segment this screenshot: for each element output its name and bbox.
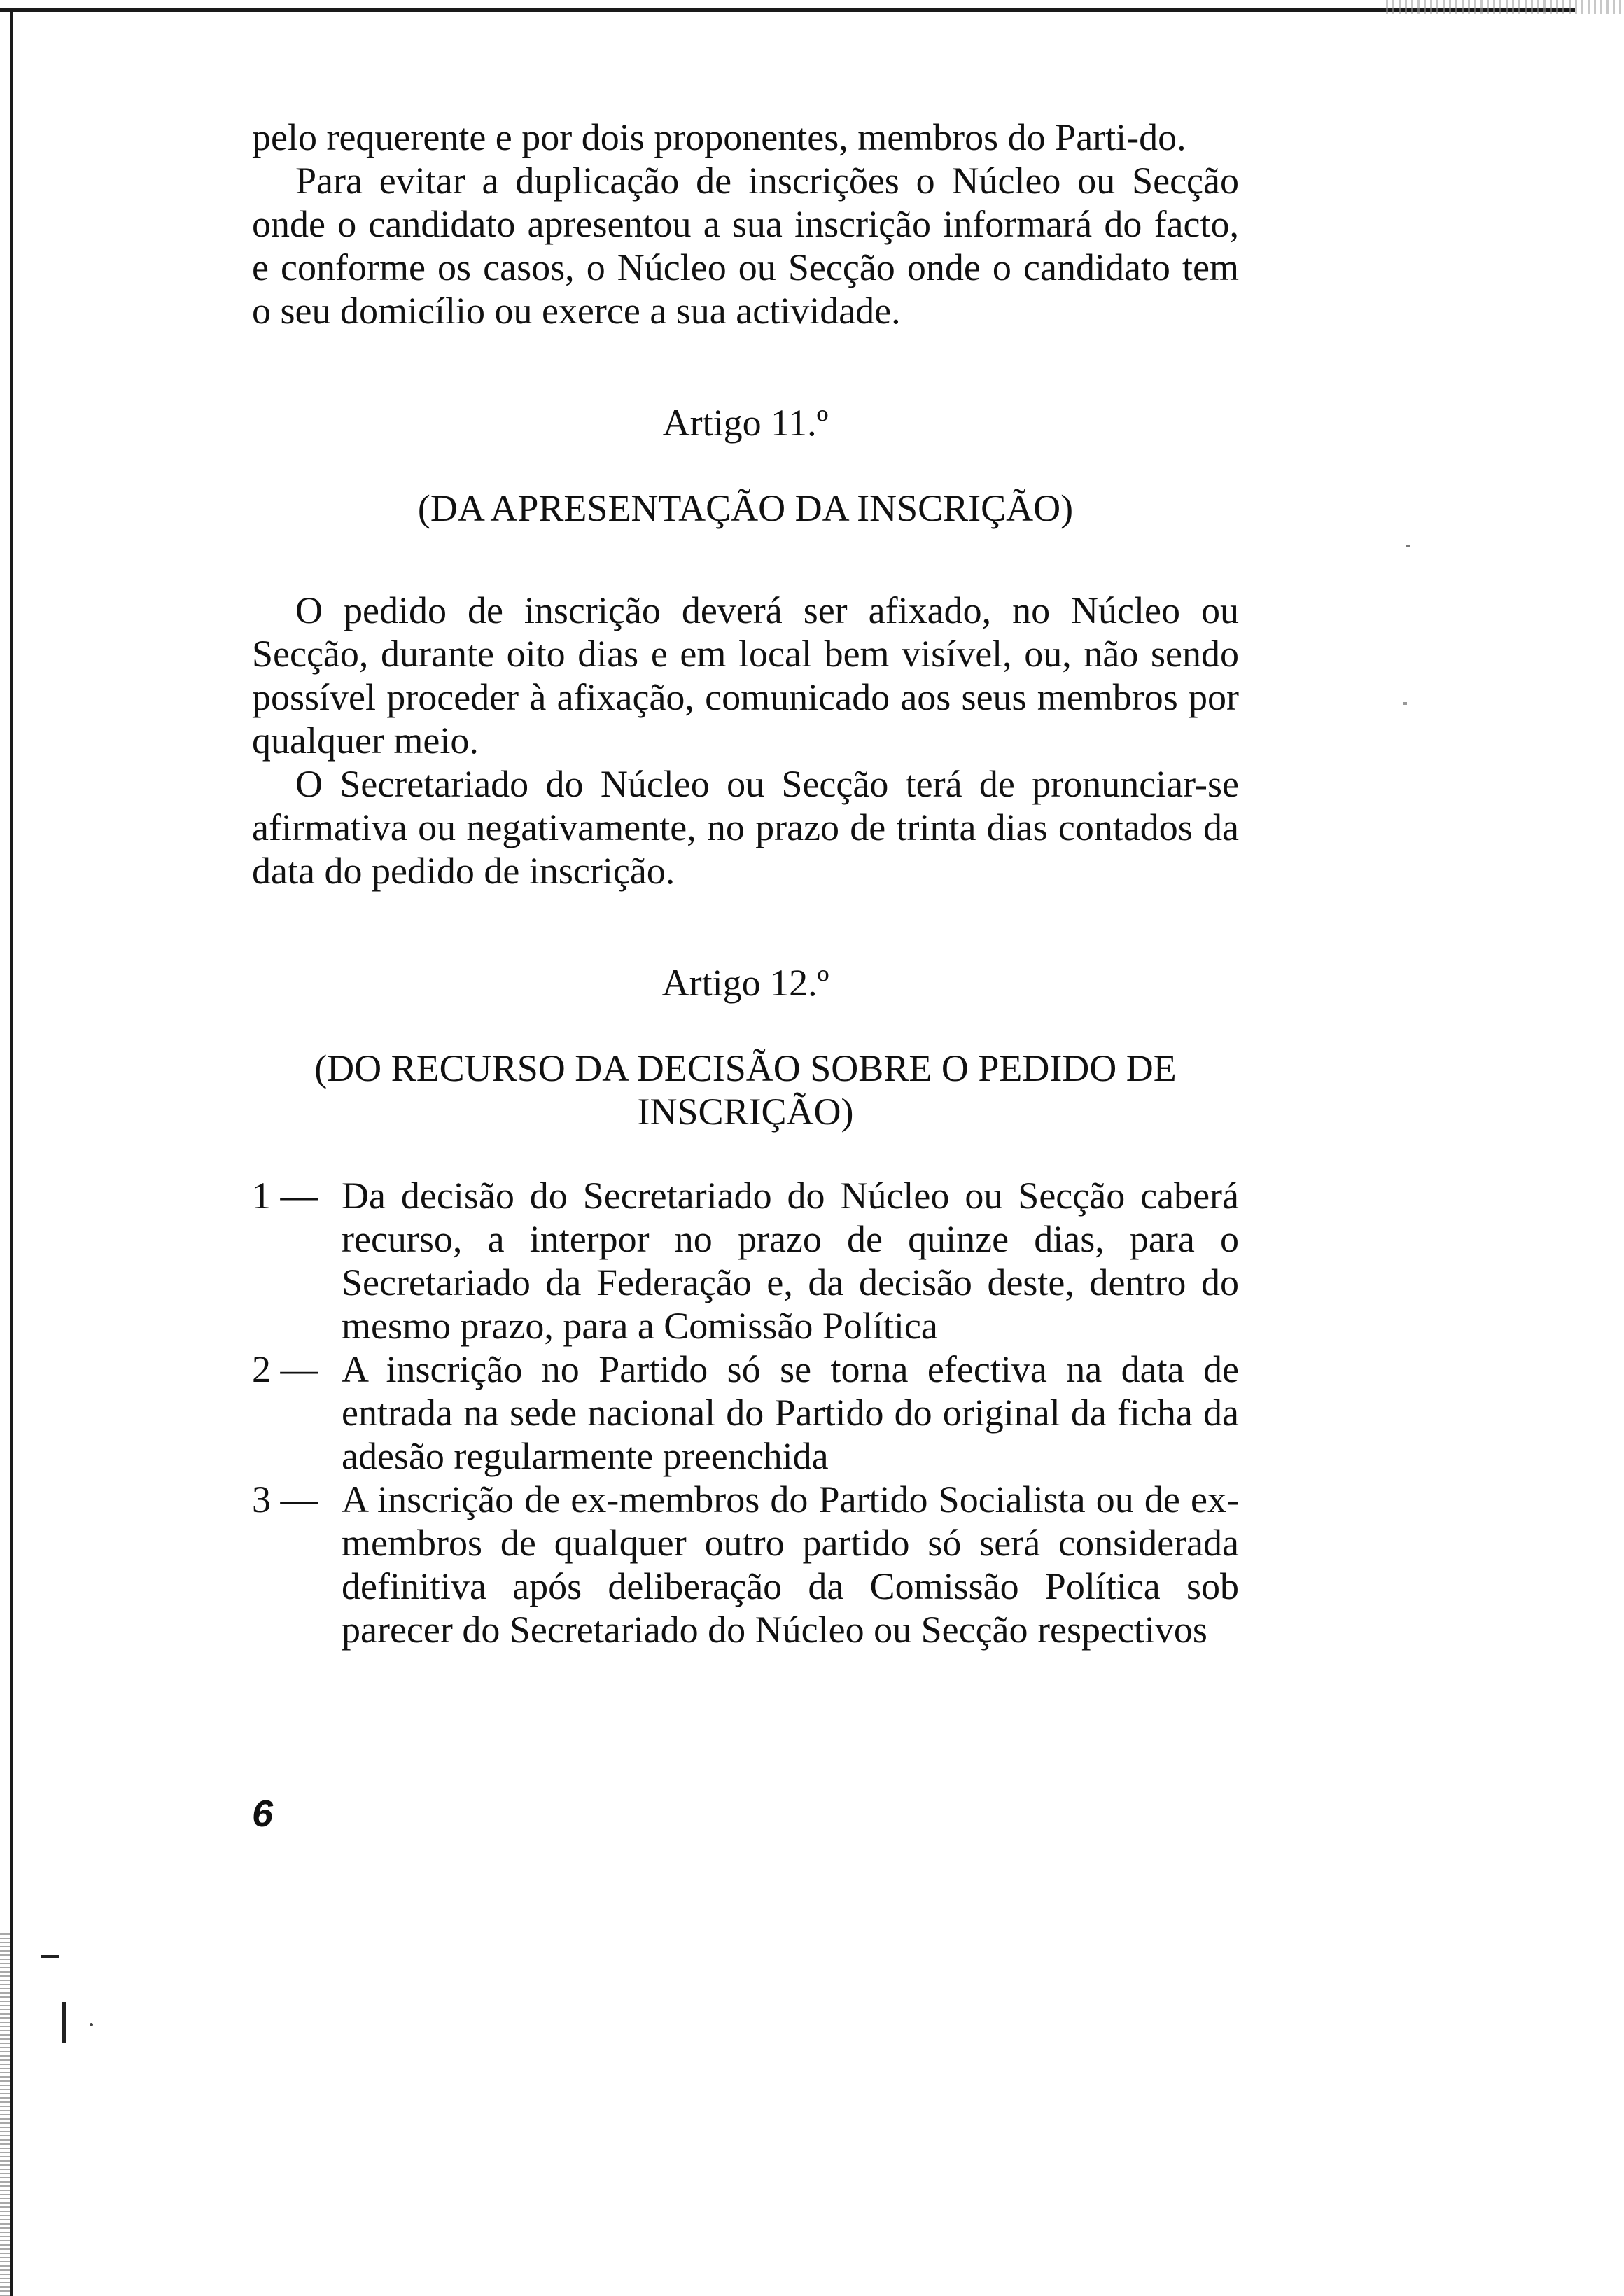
article-12-heading: (DO RECURSO DA DECISÃO SOBRE O PEDIDO DE <box>314 1047 1177 1089</box>
scan-noise-top <box>1386 0 1624 14</box>
item-text: A inscrição no Partido só se torna efectiva na data de entrada na sede nacional do Partido do original da ficha da adesão regularmente preenchida <box>342 1348 1239 1477</box>
item-number: 2 — <box>252 1348 318 1390</box>
item-text: A inscrição de ex-membros do Partido Socialista ou de ex-membros de qualquer outro partido só será considerada definitiva após deliberação da Comissão Política sob parecer do Secretariado do Núcleo ou Secção respectivos <box>342 1478 1239 1651</box>
article-12-title: Artigo 12.º <box>662 962 830 1004</box>
item-number: 3 — <box>252 1478 318 1520</box>
page-number: 6 <box>252 1793 274 1835</box>
page-body <box>252 115 1239 1651</box>
list-item <box>252 1174 1239 1348</box>
item-text: Da decisão do Secretariado do Núcleo ou Secção caberá recurso, a interpor no prazo de quinze dias, para o Secretariado da Federação e, da decisão deste, dentro do mesmo prazo, para a Comissão Política <box>342 1175 1239 1347</box>
scan-border-left <box>10 10 13 2296</box>
article-11-paragraph: O Secretariado do Núcleo ou Secção terá de pronunciar-se afirmativa ou negativamente, no prazo de trinta dias contados da data do pedido de inscrição. <box>252 763 1239 892</box>
intro-continuation: pelo requerente e por dois proponentes, membros do Parti-do. <box>252 116 1186 158</box>
stray-mark <box>1406 545 1410 547</box>
stray-mark <box>1404 702 1407 705</box>
edge-mark-dot <box>90 2023 93 2026</box>
list-item <box>252 1478 1239 1651</box>
scan-noise-left <box>0 1932 10 2296</box>
edge-mark-dash <box>41 1955 59 1958</box>
article-12-heading-cont: INSCRIÇÃO) <box>637 1091 854 1133</box>
article-11-heading: (DA APRESENTAÇÃO DA INSCRIÇÃO) <box>417 487 1074 529</box>
article-11-title: Artigo 11.º <box>662 402 829 444</box>
edge-mark-bar <box>62 2002 66 2043</box>
article-12-list <box>252 1174 1239 1651</box>
article-11-paragraph: O pedido de inscrição deverá ser afixado, no Núcleo ou Secção, durante oito dias e em local bem visível, ou, não sendo possível proceder à afixação, comunicado aos seus membros por qualquer meio. <box>252 589 1239 762</box>
scan-border-top <box>0 8 1575 12</box>
item-number: 1 — <box>252 1175 318 1217</box>
intro-paragraph: Para evitar a duplicação de inscrições o Núcleo ou Secção onde o candidato apresentou a sua inscrição informará do facto, e conforme os casos, o Núcleo ou Secção onde o candidato tem o seu domicílio ou exerce a sua actividade. <box>252 160 1239 332</box>
list-item <box>252 1348 1239 1478</box>
